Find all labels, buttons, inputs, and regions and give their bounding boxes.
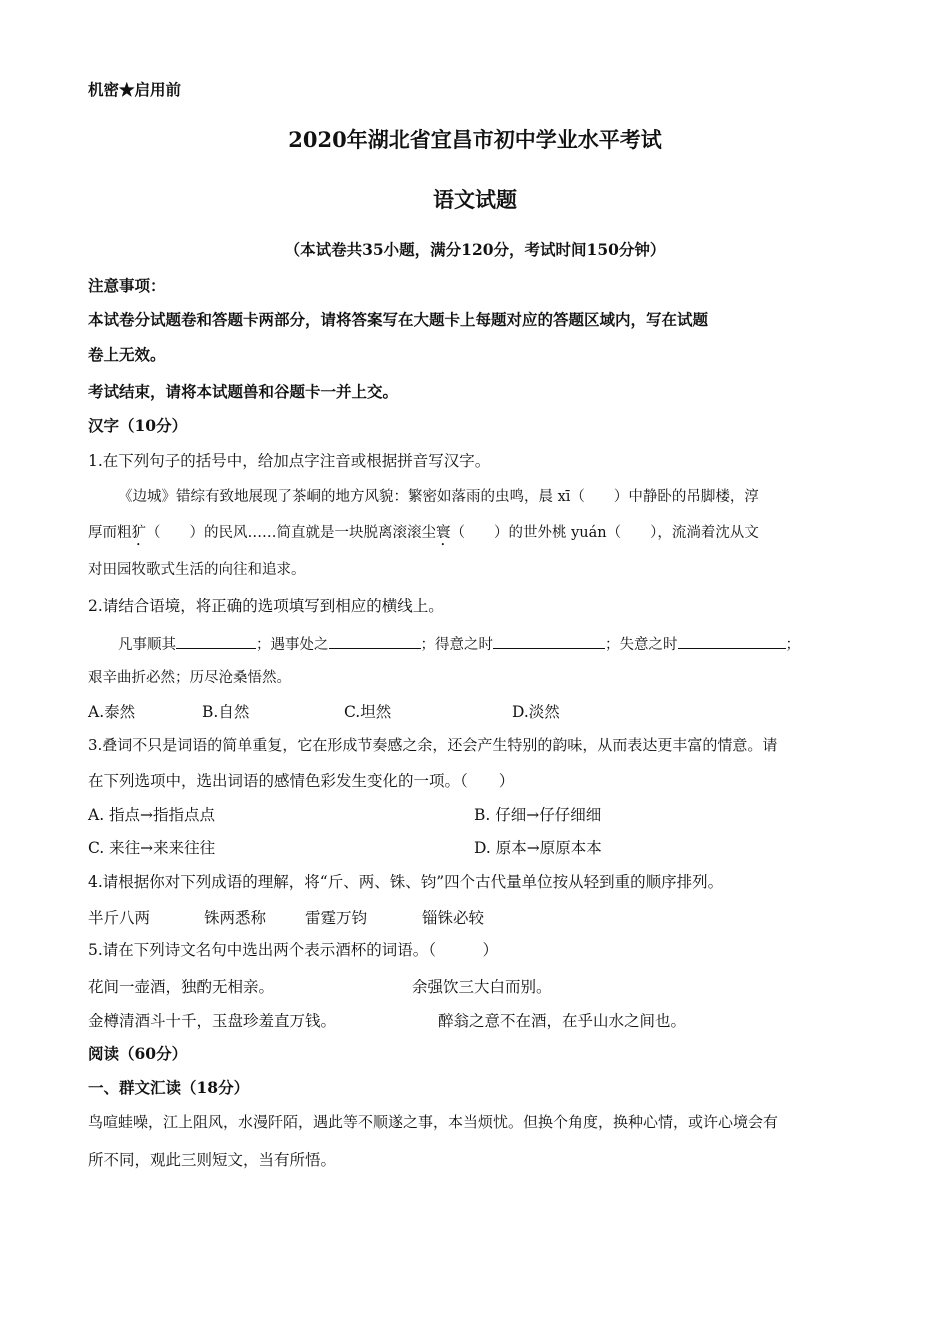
notes-line-2: 卷上无效。 (88, 345, 166, 364)
q2-seg-4: ；失意之时 (605, 637, 678, 653)
q1-dotted-char-1: 犷 (131, 525, 146, 541)
q2-option-c: C.坦然 (344, 703, 392, 721)
q1-passage-line-3: 对田园牧歌式生活的向往和追求。 (88, 562, 306, 578)
q3-option-d: D. 原本→原原本本 (474, 839, 602, 857)
subject-title: 语文试题 (433, 187, 517, 212)
q5-line-b: 余强饮三大白而别。 (412, 978, 552, 996)
q1-dotted-char-2: 寰 (436, 525, 451, 541)
q3-option-c: C. 来往→来来往往 (88, 839, 216, 857)
q3-stem-line-1: 3.叠词不只是词语的简单重复，它在形成节奏感之余，还会产生特别的韵味，从而表达更丰富的情意。请 (88, 736, 778, 754)
q2-seg-2: ；遇事处之 (256, 637, 329, 653)
q1-p2-part-a: 厚而粗 (88, 525, 132, 541)
notes-line-3: 考试结束，请将本试题兽和谷题卡一并上交。 (88, 382, 399, 401)
section-hanzi: 汉字（10分） (88, 416, 188, 435)
q4-stem: 4.请根据你对下列成语的理解，将“斤、两、铢、钧”四个古代量单位按从轻到重的顺序排列。 (88, 873, 724, 891)
q5-line-d: 醉翁之意不在酒，在乎山水之间也。 (438, 1012, 687, 1030)
secret-label: 机密★启用前 (88, 80, 182, 99)
q2-sentence-line-2: 艰辛曲折必然；历尽沧桑悟然。 (88, 670, 291, 686)
q2-sentence-line-1 (118, 632, 800, 655)
q5-line-c: 金樽清酒斗十千，玉盘珍羞直万钱。 (88, 1012, 337, 1030)
q4-idiom-3: 雷霆万钧 (305, 909, 368, 927)
q2-blank-3[interactable] (493, 632, 605, 649)
q1-passage-line-2 (88, 523, 759, 549)
q3-option-a: A. 指点→指指点点 (88, 806, 216, 824)
exam-title: 2020年湖北省宜昌市初中学业水平考试 (288, 127, 662, 152)
section-reading: 阅读（60分） (88, 1044, 188, 1063)
q4-idiom-2: 铢两悉称 (204, 909, 267, 927)
q2-blank-2[interactable] (329, 632, 421, 649)
q2-option-a: A.泰然 (88, 703, 136, 721)
q2-seg-3: ；得意之时 (420, 637, 493, 653)
q1-p2-part-c: （ ）的世外桃 yuán（ ），流淌着沈从文 (450, 525, 759, 541)
q2-blank-1[interactable] (176, 632, 256, 649)
q2-seg-5: ； (785, 637, 800, 653)
q5-line-a: 花间一壶酒，独酌无相亲。 (88, 978, 275, 996)
intro-line-1: 鸟喧蛙噪，江上阻风，水漫阡陌，遇此等不顺遂之事，本当烦忧。但换个角度，换种心情，或许心境会有 (88, 1113, 779, 1131)
q4-idiom-4: 锱铢必较 (422, 909, 485, 927)
q3-stem-line-2: 在下列选项中，选出词语的感情色彩发生变化的一项。（ ） (88, 772, 515, 790)
intro-line-2: 所不同，观此三则短文，当有所悟。 (88, 1151, 337, 1169)
q5-stem: 5.请在下列诗文名句中选出两个表示酒杯的词语。（ ） (88, 941, 499, 959)
q1-stem: 1.在下列句子的括号中，给加点字注音或根据拼音写汉字。 (88, 452, 491, 470)
section-qunwen: 一、群文汇读（18分） (88, 1078, 250, 1097)
exam-info: （本试卷共35小题，满分120分，考试时间150分钟） (284, 240, 666, 259)
q2-option-d: D.淡然 (512, 703, 560, 721)
q2-seg-1: 凡事顺其 (118, 637, 176, 653)
q2-option-b: B.自然 (202, 703, 250, 721)
q1-p2-part-b: （ ）的民风……简直就是一块脱离滚滚尘 (146, 525, 436, 541)
notes-heading: 注意事项： (88, 276, 166, 295)
q2-blank-4[interactable] (678, 632, 786, 649)
q4-idiom-1: 半斤八两 (88, 909, 151, 927)
q3-option-b: B. 仔细→仔仔细细 (474, 806, 602, 824)
q2-stem: 2.请结合语境，将正确的选项填写到相应的横线上。 (88, 597, 444, 615)
q1-passage-line-1: 《边城》错综有致地展现了茶峒的地方风貌：繁密如落雨的虫鸣，晨 xī（ ）中静卧的吊脚楼，淳 (118, 489, 759, 505)
notes-line-1: 本试卷分试题卷和答题卡两部分，请将答案写在大题卡上每题对应的答题区域内，写在试题 (88, 310, 709, 329)
